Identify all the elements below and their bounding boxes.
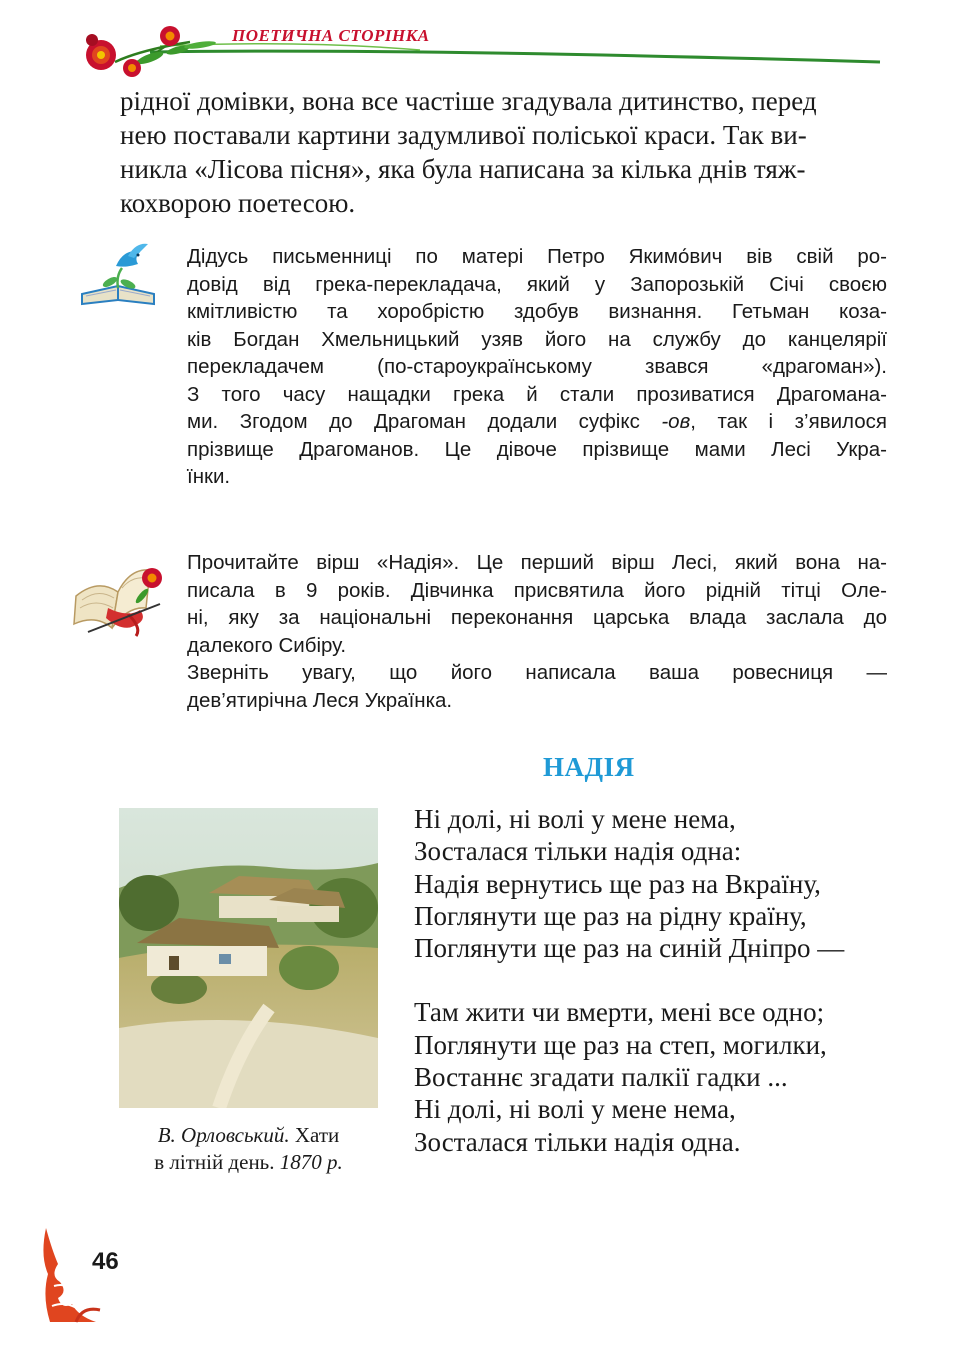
section-title: ПОЕТИЧНА СТОРІНКА [232,26,430,45]
note-line-start: ми. Згодом до Драгоман додали суфікс [187,410,662,433]
header-decoration [0,0,963,90]
poem-line: Зосталася тільки надія одна. [414,1126,741,1157]
suffix-italic: -ов [661,410,691,433]
note-line: дев’ятирічна Леся Українка. [187,688,453,712]
poem-line: Востаннє згадати палкії гадки ... [414,1062,788,1093]
poem-line: Поглянути ще раз на синій Дніпро — [414,933,845,964]
poem-title: НАДІЯ [543,752,635,782]
poem-line: Зосталася тільки надія одна: [414,836,742,867]
poem-line: Там жити чи вмерти, мені все одно; [414,997,825,1028]
poem-line: Ні долі, ні волі у мене нема, [414,1094,736,1125]
poem-text [414,803,904,1158]
note-line: перекладачем (по-староукраїнському звався «драгоман»). [187,355,887,378]
note-grandfather [187,243,887,491]
poem-line: Надія вернутись ще раз на Вкраїну, [414,868,821,899]
caption-title: Хати [289,1123,340,1147]
intro-paragraph [120,84,886,220]
poem-line: Поглянути ще раз на рідну країну, [414,900,807,931]
note-line: ків Богдан Хмельницький узяв його на службу до канцелярії [187,327,887,351]
note-line: їнки. [187,465,231,488]
text-line: никла «Лісова пісня», яка була написана за кілька днів тяж- [120,154,806,184]
note-line-end: , так і з’явилося [690,410,887,433]
page-header [0,0,963,90]
text-line: рідної домівки, вона все частіше згадувала дитинство, перед [120,86,817,116]
note-line: Зверніть увагу, що його написала ваша ровесниця — [187,661,887,684]
painting-caption [119,1122,378,1176]
note-line: З того часу нащадки грека й стали прозиватися Драгомана- [187,382,887,406]
note-line: Прочитайте вірш «Надія». Це перший вірш Лесі, який вона на- [187,551,887,574]
page-number: 46 [92,1248,119,1275]
caption-title-cont: в літній день. [154,1150,280,1174]
stanza-break [414,964,904,996]
poem-line: Поглянути ще раз на степ, могилки, [414,1029,827,1060]
painting-image [119,808,378,1108]
poem-line: Ні долі, ні волі у мене нема, [414,804,736,834]
corner-ornament-icon [38,1226,108,1331]
note-line: Дідусь письменниці по матері Петро Якимо́вич вів свій ро- [187,245,887,268]
text-line: нею поставали картини задумливої поліської краси. Так ви- [120,120,807,150]
note-line: далекого Сибіру. [187,633,347,657]
book-quill-icon [68,548,168,643]
note-line: ні, яку за національні переконання царська влада заслала до [187,606,887,629]
text-line: кохворою поетесою. [120,188,356,218]
note-line: кмітливістю та хоробрістю здобув визнання. Гетьман коза- [187,300,887,323]
note-line-suffix [187,408,887,436]
note-reading-task [187,549,887,714]
note-line: прізвище Драгоманов. Це дівоче прізвище мами Лесі Укра- [187,437,887,461]
caption-author: В. Орловський. [157,1123,290,1147]
note-line: писала в 9 років. Дівчинка присвятила його рідній тітці Оле- [187,578,887,602]
caption-year: 1870 р. [279,1150,343,1174]
note-line: довід від грека-перекладача, який у Запорозькій Січі своєю [187,272,887,296]
book-bird-icon [78,238,162,313]
